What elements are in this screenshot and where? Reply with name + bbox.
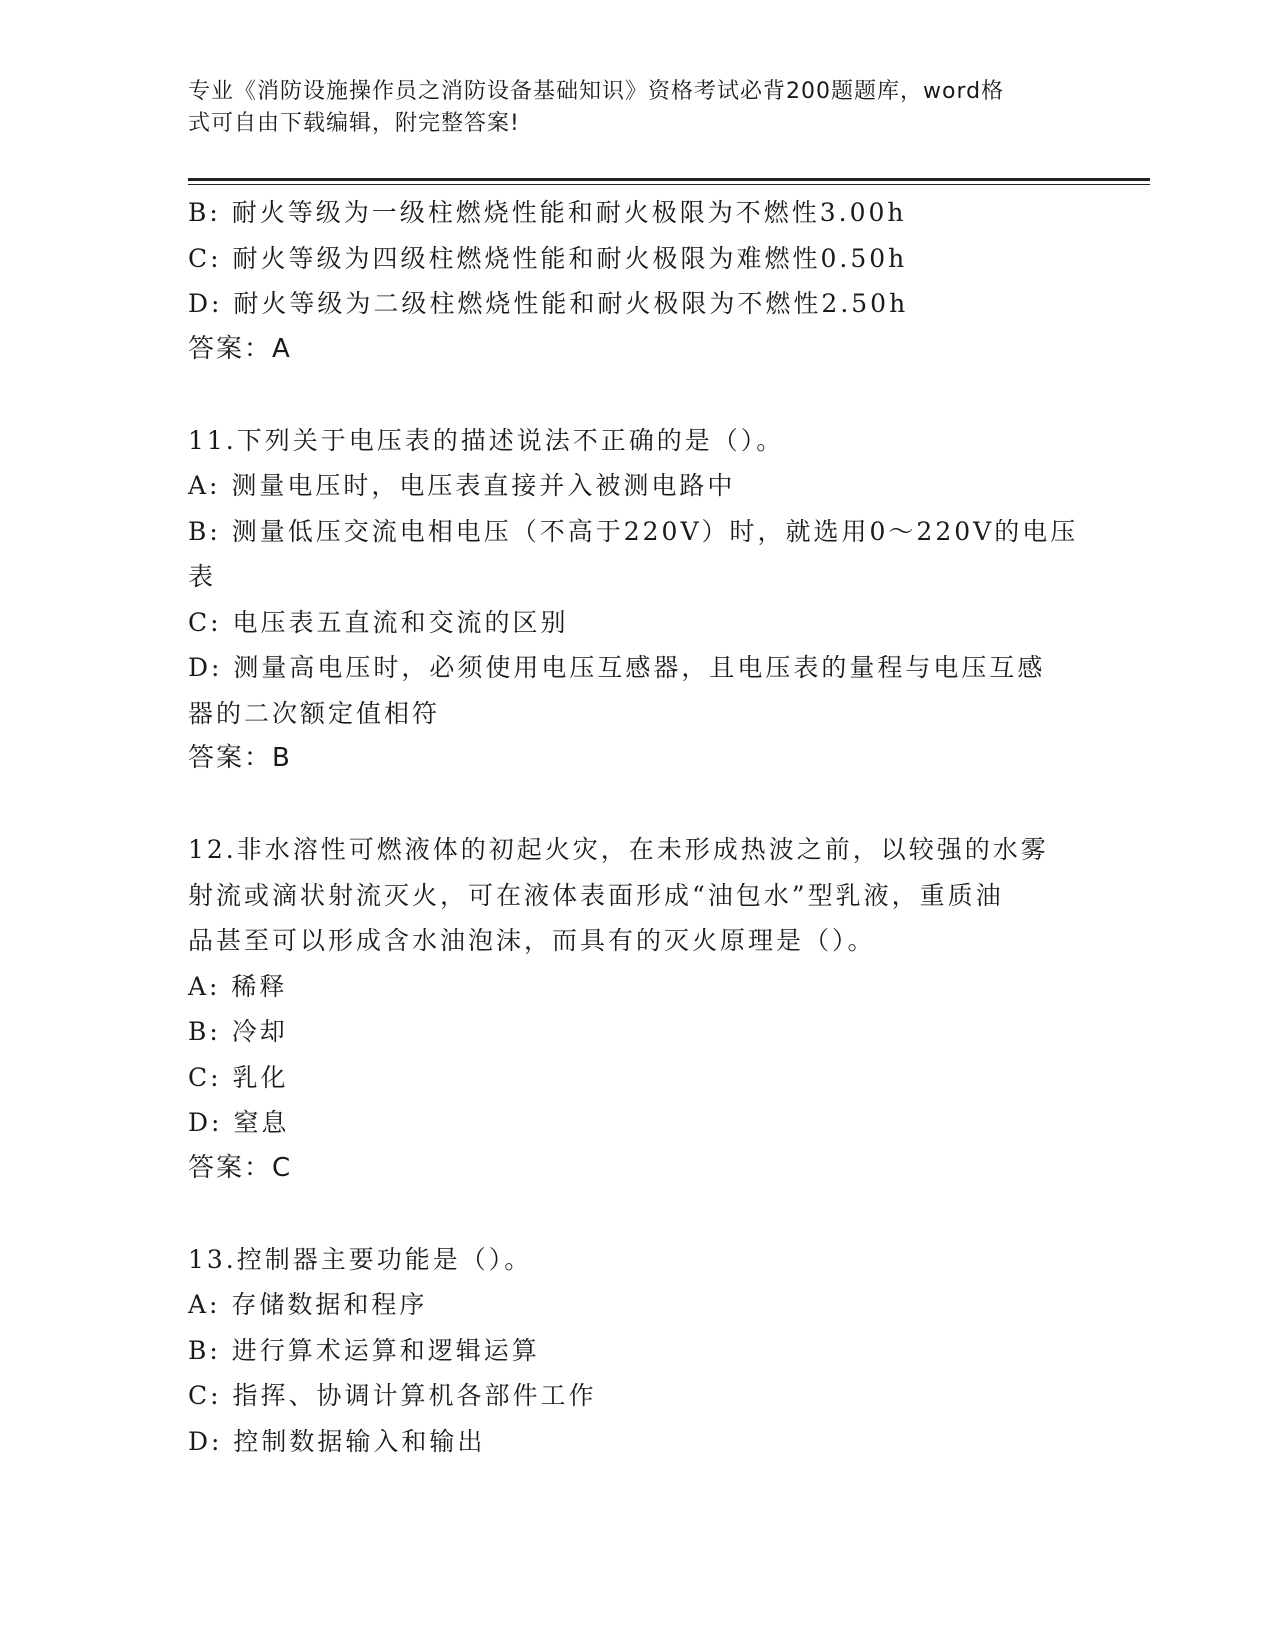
question-stem: 13.控制器主要功能是（）。 bbox=[188, 1244, 533, 1274]
option-b-continuation: 表 bbox=[188, 562, 217, 591]
option-d: D: 控制数据输入和输出 bbox=[188, 1426, 486, 1456]
option-d-continuation: 器的二次额定值相符 bbox=[188, 698, 441, 728]
option-b: B: 耐火等级为一级柱燃烧性能和耐火极限为不燃性3.00h bbox=[188, 198, 907, 227]
question-stem-continuation: 射流或滴状射流灭火，可在液体表面形成“油包水”型乳液，重质油 bbox=[188, 880, 1004, 910]
spacer bbox=[188, 1191, 1088, 1237]
question-stem: 12.非水溶性可燃液体的初起火灾，在未形成热波之前，以较强的水雾 bbox=[188, 835, 1049, 864]
answer-label: 答案：B bbox=[188, 743, 292, 773]
question-stem-continuation: 品甚至可以形成含水油泡沫，而具有的灭火原理是（）。 bbox=[188, 926, 876, 955]
header-divider-thick bbox=[188, 178, 1150, 181]
question-list bbox=[188, 190, 1088, 1464]
option-a: A: 测量电压时，电压表直接并入被测电路中 bbox=[188, 471, 736, 500]
question-block-12 bbox=[188, 827, 1088, 1191]
header-divider-thin bbox=[188, 184, 1150, 185]
option-b: B: 测量低压交流电相电压（不高于220V）时，就选用0～220V的电压 bbox=[188, 516, 1079, 546]
question-block-11 bbox=[188, 418, 1088, 782]
question-block-13 bbox=[188, 1237, 1088, 1465]
option-c: C: 乳化 bbox=[188, 1062, 289, 1092]
document-header bbox=[188, 76, 1068, 140]
option-d: D: 耐火等级为二级柱燃烧性能和耐火极限为不燃性2.50h bbox=[188, 289, 909, 318]
option-a: A: 稀释 bbox=[188, 971, 288, 1001]
option-c: C: 电压表五直流和交流的区别 bbox=[188, 607, 569, 637]
option-b: B: 进行算术运算和逻辑运算 bbox=[188, 1335, 540, 1365]
option-d: D: 测量高电压时，必须使用电压互感器，且电压表的量程与电压互感 bbox=[188, 653, 1046, 682]
option-b: B: 冷却 bbox=[188, 1017, 288, 1046]
answer-label: 答案：C bbox=[188, 1152, 293, 1183]
header-title-line-2: 式可自由下载编辑，附完整答案! bbox=[188, 111, 520, 136]
option-c: C: 指挥、协调计算机各部件工作 bbox=[188, 1381, 597, 1410]
header-title-line-1: 专业《消防设施操作员之消防设备基础知识》资格考试必背200题题库，word格 bbox=[188, 79, 1005, 104]
answer-label: 答案：A bbox=[188, 333, 292, 364]
spacer bbox=[188, 782, 1088, 828]
option-c: C: 耐火等级为四级柱燃烧性能和耐火极限为难燃性0.50h bbox=[188, 243, 908, 273]
question-stem: 11.下列关于电压表的描述说法不正确的是（）。 bbox=[188, 425, 785, 455]
option-a: A: 存储数据和程序 bbox=[188, 1290, 428, 1319]
question-block-partial bbox=[188, 190, 1088, 372]
spacer bbox=[188, 372, 1088, 418]
option-d: D: 窒息 bbox=[188, 1108, 290, 1137]
